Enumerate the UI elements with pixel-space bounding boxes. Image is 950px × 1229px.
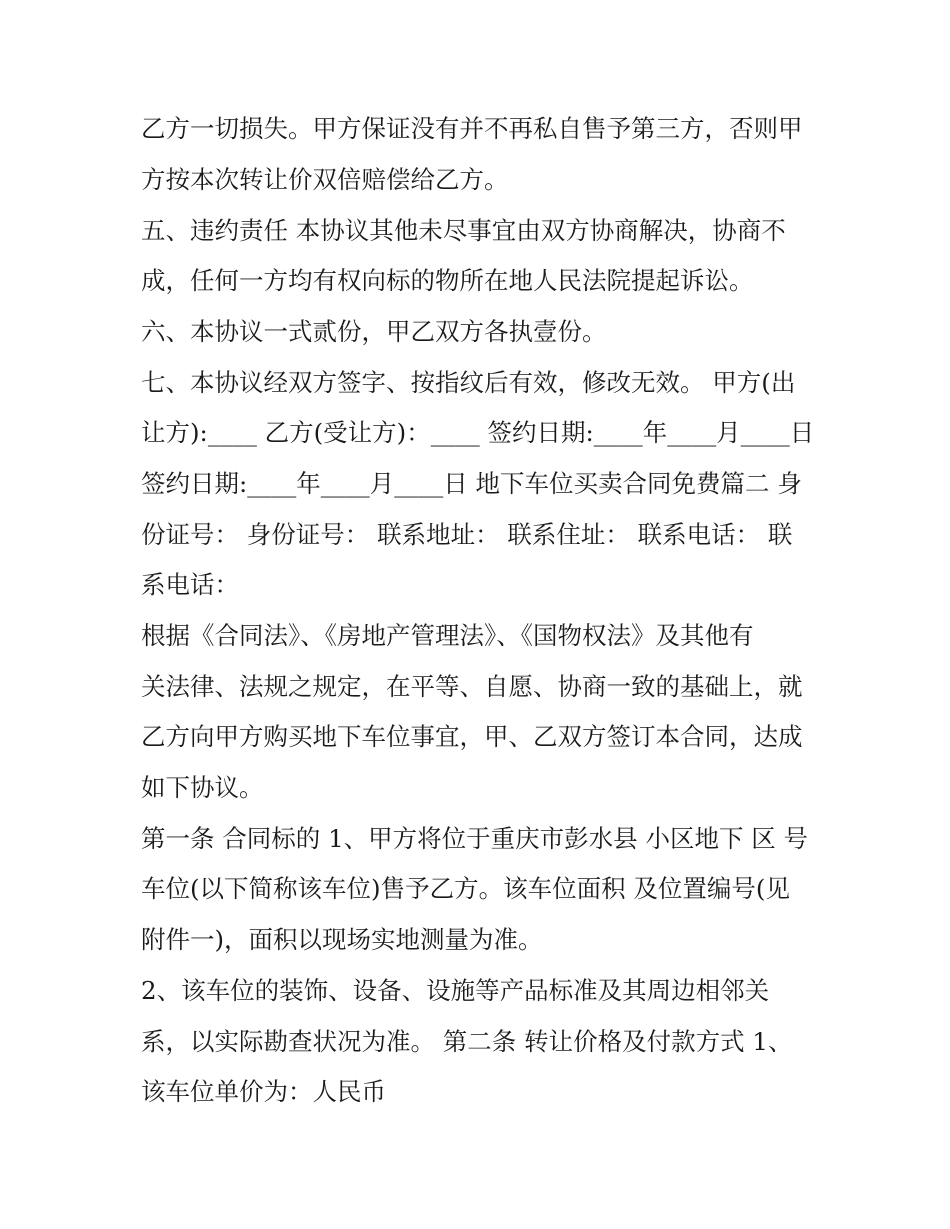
text-line: 附件一)，面积以现场实地测量为准。	[141, 925, 543, 954]
text-line: 五、违约责任 本协议其他未尽事宜由双方协商解决，协商不	[141, 216, 786, 245]
text-line: 签约日期:____年____月____日 地下车位买卖合同免费篇二 身	[141, 469, 802, 498]
text-line: 让方):____ 乙方(受让方)：____ 签约日期:____年____月____日	[141, 418, 815, 447]
text-line: 如下协议。	[141, 773, 264, 802]
text-line: 系，以实际勘查状况为准。 第二条 转让价格及付款方式 1、	[141, 1027, 793, 1056]
text-line: 成，任何一方均有权向标的物所在地人民法院提起诉讼。	[141, 266, 754, 295]
text-line: 车位(以下简称该车位)售予乙方。该车位面积 及位置编号(见	[141, 874, 790, 903]
text-line: 2、该车位的装饰、设备、设施等产品标准及其周边相邻关	[141, 976, 770, 1005]
text-line: 份证号： 身份证号： 联系地址： 联系住址： 联系电话： 联	[141, 520, 793, 549]
text-line: 方按本次转让价双倍赔偿给乙方。	[141, 165, 509, 194]
text-line: 该车位单价为：人民币	[141, 1077, 386, 1106]
text-line: 乙方向甲方购买地下车位事宜，甲、乙双方签订本合同，达成	[141, 722, 803, 751]
text-line: 六、本协议一式贰份，甲乙双方各执壹份。	[141, 317, 607, 346]
text-line: 系电话：	[141, 570, 239, 599]
text-line: 七、本协议经双方签字、按指纹后有效，修改无效。 甲方(出	[141, 368, 796, 397]
text-line: 关法律、法规之规定，在平等、自愿、协商一致的基础上，就	[141, 672, 803, 701]
text-line: 根据《合同法》、《房地产管理法》、《国物权法》及其他有	[141, 621, 754, 650]
text-line: 乙方一切损失。甲方保证没有并不再私自售予第三方，否则甲	[141, 114, 803, 143]
text-line: 第一条 合同标的 1、甲方将位于重庆市彭水县 小区地下 区 号	[141, 824, 809, 853]
